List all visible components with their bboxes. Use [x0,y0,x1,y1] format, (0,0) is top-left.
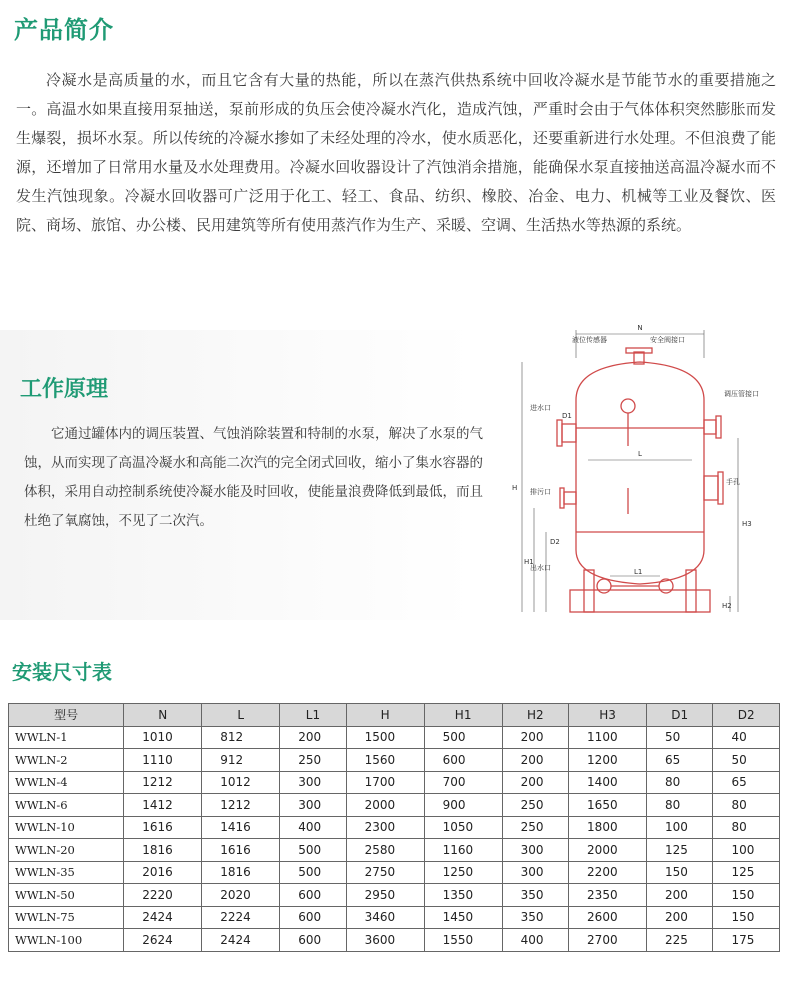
table-cell: 80 [647,794,713,817]
table-cell: 812 [202,726,280,749]
table-cell: 200 [502,771,568,794]
column-header-4: H [346,704,424,727]
dim-h-label: H [512,484,518,492]
table-cell: 200 [502,749,568,772]
table-row [9,906,780,929]
table-cell: 50 [713,749,780,772]
model-cell: WWLN-75 [9,906,124,929]
section-title-table: 安装尺寸表 [12,660,112,684]
table-row [9,861,780,884]
table-row [9,884,780,907]
table-cell: 2016 [124,861,202,884]
column-header-9: D2 [713,704,780,727]
table-cell: 1816 [202,861,280,884]
table-cell: 65 [647,749,713,772]
table-cell: 1010 [124,726,202,749]
table-cell: 2000 [346,794,424,817]
table-cell: 1100 [569,726,647,749]
table-cell: 1012 [202,771,280,794]
table-cell: 2600 [569,906,647,929]
table-cell: 1160 [424,839,502,862]
table-cell: 2750 [346,861,424,884]
table-cell: 300 [280,794,346,817]
model-cell: WWLN-1 [9,726,124,749]
table-cell: 1050 [424,816,502,839]
table-cell: 65 [713,771,780,794]
table-cell: 225 [647,929,713,952]
table-cell: 1412 [124,794,202,817]
table-cell: 3600 [346,929,424,952]
table-cell: 1560 [346,749,424,772]
table-cell: 1616 [124,816,202,839]
table-cell: 200 [647,884,713,907]
table-cell: 2000 [569,839,647,862]
table-cell: 125 [713,861,780,884]
table-cell: 100 [647,816,713,839]
table-cell: 500 [424,726,502,749]
table-row [9,929,780,952]
dim-l1-label: L1 [634,568,643,576]
table-cell: 1616 [202,839,280,862]
table-cell: 2200 [569,861,647,884]
table-cell: 250 [280,749,346,772]
table-cell: 2624 [124,929,202,952]
table-cell: 2424 [202,929,280,952]
table-cell: 600 [280,929,346,952]
table-cell: 1416 [202,816,280,839]
table-row [9,816,780,839]
dim-l-label: L [638,450,642,458]
dim-n-label: N [637,324,643,332]
table-cell: 1212 [124,771,202,794]
table-cell: 600 [424,749,502,772]
table-cell: 200 [280,726,346,749]
table-cell: 1200 [569,749,647,772]
table-cell: 1816 [124,839,202,862]
table-cell: 2020 [202,884,280,907]
table-cell: 3460 [346,906,424,929]
model-cell: WWLN-50 [9,884,124,907]
level-sensor [621,399,635,413]
table-cell: 1212 [202,794,280,817]
table-cell: 350 [502,906,568,929]
column-header-1: N [124,704,202,727]
table-cell: 200 [502,726,568,749]
drain-nozzle [564,492,576,504]
dim-h3-label: H3 [742,520,752,528]
model-cell: WWLN-6 [9,794,124,817]
table-cell: 2700 [569,929,647,952]
table-cell: 1500 [346,726,424,749]
table-cell: 700 [424,771,502,794]
dim-h1-label: H1 [524,558,534,566]
table-body [9,726,780,951]
table-row [9,749,780,772]
installation-dimension-table [8,703,780,952]
table-cell: 300 [280,771,346,794]
principle-paragraph: 它通过罐体内的调压装置、气蚀消除装置和特制的水泵，解决了水泵的气蚀，从而实现了高温冷凝水和高能二次汽的完全闭式回收，缩小了集水容器的体积，采用自动控制系统使冷凝水能及时回收，使能量浪费降低到最低，而且杜绝了氧腐蚀，不见了二次汽。 [24,426,483,529]
table-cell: 1450 [424,906,502,929]
table-header-row [9,704,780,727]
column-header-8: D1 [647,704,713,727]
model-cell: WWLN-10 [9,816,124,839]
table-cell: 400 [280,816,346,839]
table-cell: 80 [713,816,780,839]
table-cell: 300 [502,861,568,884]
outlet-label: 出水口 [530,564,551,572]
column-header-5: H1 [424,704,502,727]
table-cell: 1110 [124,749,202,772]
intro-paragraph: 冷凝水是高质量的水，而且它含有大量的热能，所以在蒸汽供热系统中回收冷凝水是节能节水的重要措施之一。高温水如果直接用泵抽送，泵前形成的负压会使冷凝水汽化，造成汽蚀，严重时会由于气体体积突然膨胀而发生爆裂，损坏水泵。所以传统的冷凝水掺如了未经处理的冷水，使水质恶化，还要重新进行水处理。不但浪费了能源，还增加了日常用水量及水处理费用。冷凝水回收器设计了汽蚀消余措施，能确保水泵直接抽送高温冷凝水而不发生汽蚀现象。冷凝水回收器可广泛用于化工、轻工、食品、纺织、橡胶、冶金、电力、机械等工业及餐饮、医院、商场、旅馆、办公楼、民用建筑等所有使用蒸汽作为生产、采暖、空调、生活热水等热源的系统。 [16,71,776,234]
table-cell: 600 [280,884,346,907]
support-right [686,570,696,612]
dim-d1-label: D1 [562,412,572,420]
pressure-port-label: 调压管接口 [724,390,759,398]
support-left [584,570,594,612]
table-cell: 900 [424,794,502,817]
base-frame [570,590,710,612]
table-cell: 125 [647,839,713,862]
model-cell: WWLN-20 [9,839,124,862]
table-cell: 80 [647,771,713,794]
table-cell: 1650 [569,794,647,817]
drain-label: 排污口 [530,488,551,496]
dim-d2-label: D2 [550,538,560,546]
table-cell: 500 [280,861,346,884]
column-header-3: L1 [280,704,346,727]
table-cell: 300 [502,839,568,862]
table-cell: 350 [502,884,568,907]
table-cell: 150 [647,861,713,884]
pump-left [597,579,611,593]
table-cell: 2224 [202,906,280,929]
table-row [9,771,780,794]
table-row [9,839,780,862]
table-cell: 2424 [124,906,202,929]
table-row [9,726,780,749]
model-cell: WWLN-100 [9,929,124,952]
table-cell: 2580 [346,839,424,862]
table-cell: 250 [502,794,568,817]
dim-h2-label: H2 [722,602,732,610]
model-cell: WWLN-35 [9,861,124,884]
table-cell: 1700 [346,771,424,794]
table-row [9,794,780,817]
table-cell: 1350 [424,884,502,907]
table-cell: 2300 [346,816,424,839]
column-header-6: H2 [502,704,568,727]
table-cell: 175 [713,929,780,952]
table-cell: 912 [202,749,280,772]
table-cell: 1550 [424,929,502,952]
model-cell: WWLN-4 [9,771,124,794]
table-cell: 50 [647,726,713,749]
table-cell: 80 [713,794,780,817]
section-title-principle: 工作原理 [20,377,109,402]
inlet-nozzle [562,424,576,442]
table-cell: 2220 [124,884,202,907]
pressure-nozzle [704,420,716,434]
column-header-0: 型号 [9,704,124,727]
table-cell: 500 [280,839,346,862]
tank-shell [576,362,704,584]
table-cell: 250 [502,816,568,839]
table-cell: 150 [713,906,780,929]
table-cell: 1400 [569,771,647,794]
table-cell: 150 [713,884,780,907]
column-header-2: L [202,704,280,727]
inlet-label: 进水口 [530,404,551,412]
table-cell: 600 [280,906,346,929]
table-cell: 1800 [569,816,647,839]
table-cell: 2350 [569,884,647,907]
model-cell: WWLN-2 [9,749,124,772]
section-title-intro: 产品简介 [14,16,114,44]
table-cell: 1250 [424,861,502,884]
manhole-label: 手孔 [726,478,740,486]
table-cell: 2950 [346,884,424,907]
table-cell: 100 [713,839,780,862]
table-cell: 200 [647,906,713,929]
manhole [704,476,718,500]
level-sensor-label: 液位传感器 [572,336,607,344]
column-header-7: H3 [569,704,647,727]
table-cell: 400 [502,929,568,952]
table-cell: 40 [713,726,780,749]
safety-valve-label: 安全阀接口 [650,336,685,344]
condensate-recovery-tank-diagram [500,318,782,623]
